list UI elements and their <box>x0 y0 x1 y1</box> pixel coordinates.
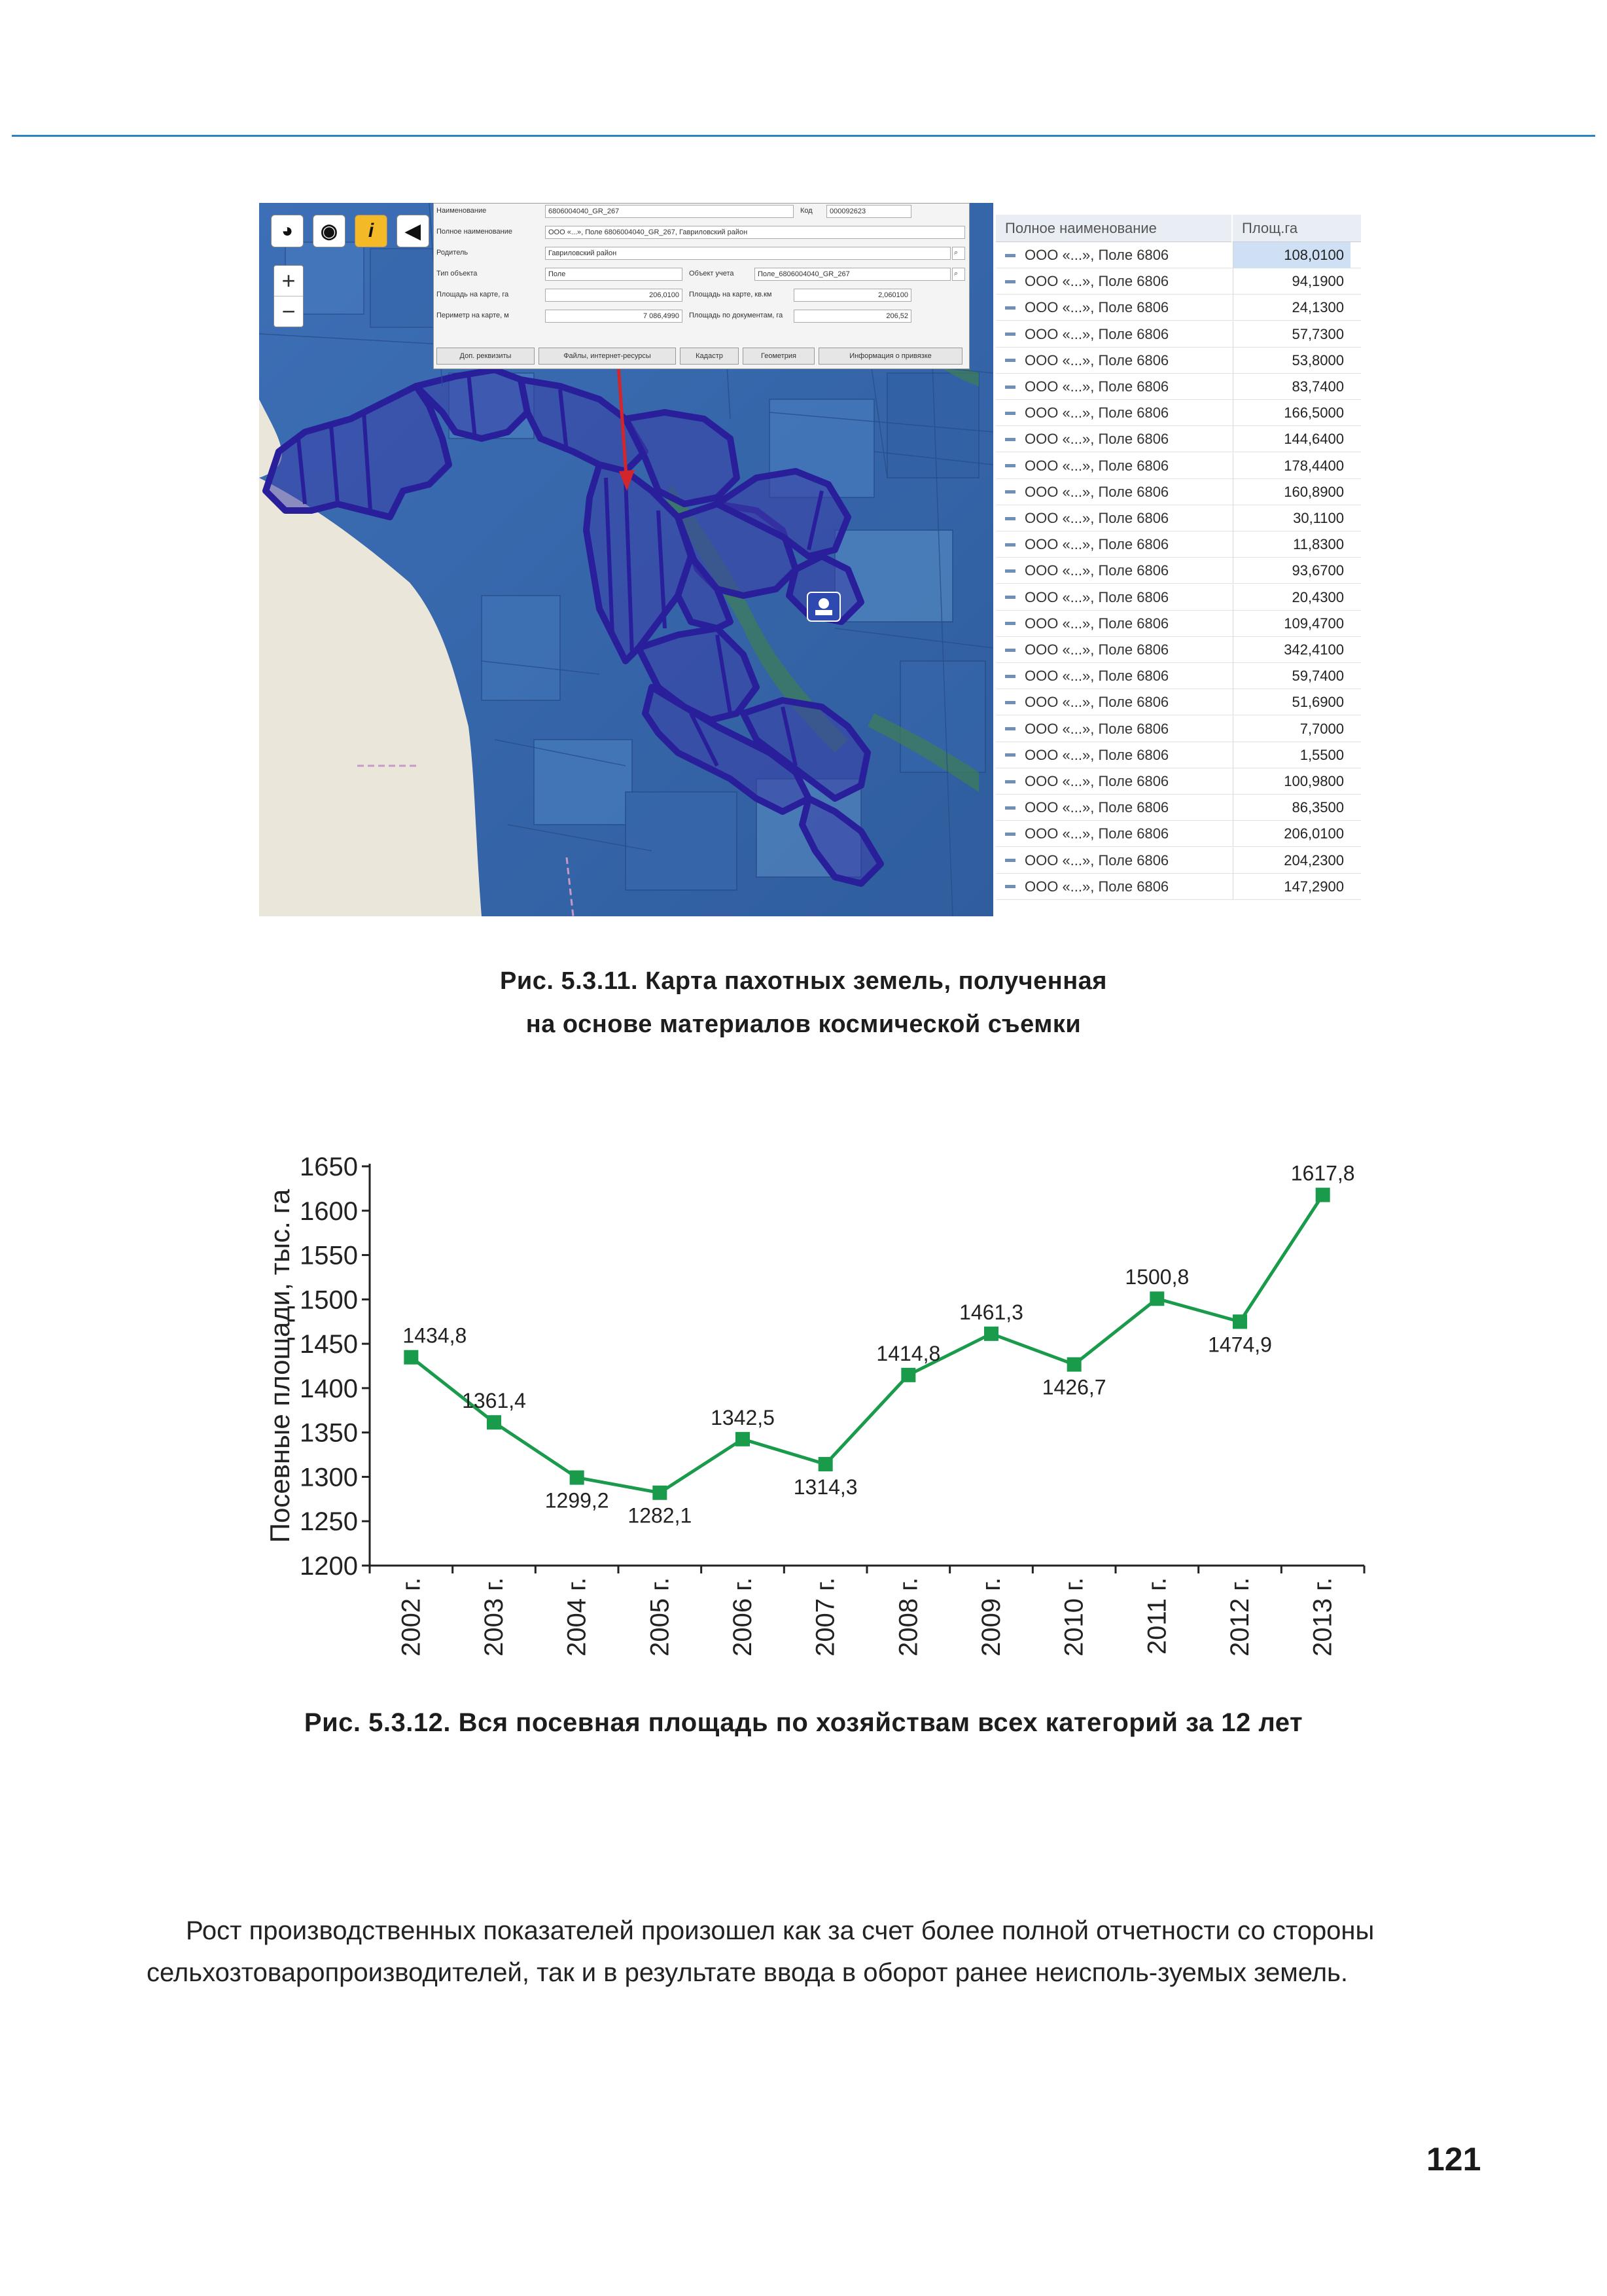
data-label: 1342,5 <box>711 1405 775 1429</box>
table-row[interactable] <box>996 848 1361 874</box>
row-name-text: ООО «...», Поле 6806 <box>1025 404 1169 422</box>
zoom-control <box>274 265 304 327</box>
form-row-type <box>434 266 969 282</box>
table-row[interactable] <box>996 584 1361 611</box>
row-name <box>996 453 1231 479</box>
zoom-in-button[interactable]: + <box>274 266 303 296</box>
row-name-text: ООО «...», Поле 6806 <box>1025 588 1169 605</box>
data-point <box>819 1457 833 1471</box>
header-rule <box>12 135 1595 137</box>
row-area: 206,0100 <box>1233 821 1351 847</box>
table-row[interactable] <box>996 768 1361 795</box>
table-row[interactable] <box>996 663 1361 689</box>
data-point <box>901 1368 915 1382</box>
form-row-fullname <box>434 224 969 240</box>
figure-map <box>259 203 1361 916</box>
table-row[interactable] <box>996 321 1361 348</box>
row-marker-icon <box>1005 332 1015 336</box>
row-area: 342,4100 <box>1233 637 1351 663</box>
row-area: 178,4400 <box>1233 453 1351 479</box>
table-row[interactable] <box>996 716 1361 742</box>
form-label: Полное наименование <box>436 228 512 236</box>
tab-files[interactable]: Файлы, интернет-ресурсы <box>539 348 676 365</box>
row-area: 166,5000 <box>1233 400 1351 426</box>
row-marker-icon <box>1005 569 1015 573</box>
form-label: Объект учета <box>689 270 734 278</box>
row-area: 1,5500 <box>1233 742 1351 768</box>
table-row[interactable] <box>996 611 1361 637</box>
row-area: 83,7400 <box>1233 374 1351 400</box>
column-header-name[interactable]: Полное наименование <box>996 215 1231 242</box>
search-icon[interactable]: ⌕ <box>952 268 965 281</box>
row-marker-icon <box>1005 675 1015 678</box>
row-name-text: ООО «...», Поле 6806 <box>1025 746 1169 763</box>
info-icon[interactable]: i <box>355 215 387 247</box>
row-marker-icon <box>1005 464 1015 467</box>
search-icon[interactable]: ⌕ <box>952 247 965 260</box>
row-name-text: ООО «...», Поле 6806 <box>1025 273 1169 290</box>
x-tick-label: 2007 г. <box>811 1577 840 1657</box>
data-point <box>1067 1357 1082 1372</box>
row-area: 57,7300 <box>1233 321 1351 348</box>
form-label: Код <box>800 207 813 215</box>
code-field[interactable]: 000092623 <box>826 205 911 218</box>
row-name-text: ООО «...», Поле 6806 <box>1025 510 1169 526</box>
row-marker-icon <box>1005 753 1015 757</box>
form-label: Площадь на карте, га <box>436 291 509 298</box>
table-row[interactable] <box>996 742 1361 768</box>
figure-1-caption-line-1: Рис. 5.3.11. Карта пахотных земель, полученная <box>500 967 1107 995</box>
row-name <box>996 242 1231 268</box>
table-row[interactable] <box>996 426 1361 452</box>
zoom-out-button[interactable]: − <box>281 298 296 325</box>
row-area: 108,0100 <box>1233 242 1351 268</box>
x-tick-label: 2011 г. <box>1142 1577 1172 1655</box>
table-row[interactable] <box>996 689 1361 715</box>
target-icon[interactable]: ◉ <box>313 215 345 247</box>
row-area: 204,2300 <box>1233 848 1351 874</box>
object-properties-form <box>433 203 970 369</box>
row-marker-icon <box>1005 701 1015 704</box>
row-marker-icon <box>1005 386 1015 389</box>
row-name-text: ООО «...», Поле 6806 <box>1025 615 1169 632</box>
data-label: 1500,8 <box>1125 1265 1190 1289</box>
row-name-text: ООО «...», Поле 6806 <box>1025 457 1169 474</box>
table-row[interactable] <box>996 874 1361 900</box>
row-name <box>996 848 1231 874</box>
data-label: 1361,4 <box>462 1389 526 1413</box>
row-name <box>996 637 1231 663</box>
data-label: 1426,7 <box>1042 1375 1106 1399</box>
table-row[interactable] <box>996 558 1361 584</box>
data-point <box>984 1327 998 1341</box>
globe-icon[interactable]: ◕ <box>271 215 304 247</box>
row-marker-icon <box>1005 622 1015 625</box>
y-tick-label: 1350 <box>300 1418 358 1448</box>
map-area-km-field[interactable]: 2,060100 <box>794 289 911 302</box>
series-line <box>411 1195 1322 1493</box>
form-row-parent <box>434 245 969 261</box>
row-area: 53,8000 <box>1233 348 1351 374</box>
data-label: 1434,8 <box>402 1323 467 1348</box>
row-name <box>996 426 1231 452</box>
row-name-text: ООО «...», Поле 6806 <box>1025 641 1169 658</box>
form-label: Тип объекта <box>436 270 478 278</box>
row-name-text: ООО «...», Поле 6806 <box>1025 247 1169 263</box>
table-row[interactable] <box>996 295 1361 321</box>
table-row[interactable] <box>996 400 1361 426</box>
row-area: 109,4700 <box>1233 611 1351 637</box>
row-name-text: ООО «...», Поле 6806 <box>1025 694 1169 711</box>
row-name <box>996 558 1231 584</box>
table-row[interactable] <box>996 637 1361 663</box>
data-label: 1414,8 <box>876 1341 941 1365</box>
row-name-text: ООО «...», Поле 6806 <box>1025 720 1169 737</box>
tab-geometry[interactable]: Геометрия <box>743 348 815 365</box>
figure-1-caption-line-2: на основе материалов космической съемки <box>525 1011 1082 1038</box>
row-name-text: ООО «...», Поле 6806 <box>1025 668 1169 685</box>
row-marker-icon <box>1005 543 1015 547</box>
data-point <box>652 1486 667 1500</box>
accounting-object-field[interactable]: Поле_6806004040_GR_267 <box>754 268 951 281</box>
y-tick-label: 1300 <box>300 1463 358 1492</box>
sown-area-chart <box>262 1126 1374 1702</box>
satellite-map[interactable] <box>259 203 993 916</box>
document-area-field[interactable]: 206,52 <box>794 310 911 323</box>
row-name-text: ООО «...», Поле 6806 <box>1025 378 1169 395</box>
form-label: Площадь по документам, га <box>689 312 783 319</box>
row-name-text: ООО «...», Поле 6806 <box>1025 878 1169 895</box>
row-marker-icon <box>1005 280 1015 283</box>
data-point <box>1233 1314 1247 1329</box>
row-name <box>996 295 1231 321</box>
row-marker-icon <box>1005 806 1015 810</box>
row-name <box>996 742 1231 768</box>
parent-field[interactable]: Гавриловский район <box>545 247 951 260</box>
column-header-area[interactable]: Площ.га <box>1233 215 1361 242</box>
row-area: 24,1300 <box>1233 295 1351 321</box>
tab-cadastre[interactable]: Кадастр <box>680 348 739 365</box>
row-name-text: ООО «...», Поле 6806 <box>1025 852 1169 869</box>
y-tick-label: 1500 <box>300 1285 358 1315</box>
fields-table <box>996 215 1361 902</box>
row-area: 51,6900 <box>1233 689 1351 715</box>
data-point <box>404 1350 418 1365</box>
x-tick-label: 2005 г. <box>645 1577 675 1657</box>
y-tick-label: 1200 <box>300 1552 358 1581</box>
row-name <box>996 268 1231 295</box>
form-row-area <box>434 287 969 303</box>
row-name <box>996 400 1231 426</box>
row-marker-icon <box>1005 833 1015 836</box>
x-tick-label: 2012 г. <box>1226 1577 1254 1657</box>
row-marker-icon <box>1005 254 1015 257</box>
row-name <box>996 663 1231 689</box>
x-tick-label: 2009 г. <box>977 1577 1006 1657</box>
data-label: 1299,2 <box>544 1488 609 1513</box>
form-label: Родитель <box>436 249 468 257</box>
row-name <box>996 321 1231 348</box>
row-name <box>996 795 1231 821</box>
x-tick-label: 2004 г. <box>562 1577 592 1657</box>
row-name <box>996 689 1231 715</box>
row-area: 7,7000 <box>1233 716 1351 742</box>
row-name <box>996 716 1231 742</box>
row-marker-icon <box>1005 490 1015 493</box>
x-tick-label: 2003 г. <box>480 1577 508 1657</box>
row-name-text: ООО «...», Поле 6806 <box>1025 325 1169 342</box>
row-marker-icon <box>1005 649 1015 652</box>
tab-extra-props[interactable]: Доп. реквизиты <box>436 348 535 365</box>
row-area: 11,8300 <box>1233 531 1351 558</box>
table-row[interactable] <box>996 453 1361 479</box>
table-row[interactable] <box>996 795 1361 821</box>
row-name <box>996 611 1231 637</box>
row-name <box>996 584 1231 611</box>
row-name <box>996 531 1231 558</box>
y-tick-label: 1250 <box>300 1507 358 1537</box>
figure-2-caption: Рис. 5.3.12. Вся посевная площадь по хозяйствам всех категорий за 12 лет <box>304 1708 1303 1737</box>
row-name <box>996 768 1231 795</box>
row-name-text: ООО «...», Поле 6806 <box>1025 299 1169 316</box>
data-label: 1314,3 <box>793 1475 858 1499</box>
row-name-text: ООО «...», Поле 6806 <box>1025 773 1169 789</box>
form-label: Периметр на карте, м <box>436 312 509 319</box>
y-tick-label: 1650 <box>300 1153 358 1181</box>
row-area: 86,3500 <box>1233 795 1351 821</box>
row-marker-icon <box>1005 885 1015 888</box>
row-marker-icon <box>1005 780 1015 783</box>
row-name <box>996 348 1231 374</box>
y-axis-title: Посевные площади, тыс. га <box>264 1189 295 1543</box>
row-name-text: ООО «...», Поле 6806 <box>1025 799 1169 816</box>
table-row[interactable] <box>996 374 1361 400</box>
row-area: 94,1900 <box>1233 268 1351 295</box>
y-tick-label: 1600 <box>300 1196 358 1226</box>
row-name <box>996 821 1231 847</box>
row-name-text: ООО «...», Поле 6806 <box>1025 825 1169 842</box>
row-area: 144,6400 <box>1233 426 1351 452</box>
object-type-field[interactable]: Поле <box>545 268 682 281</box>
y-tick-label: 1400 <box>300 1374 358 1403</box>
table-row[interactable] <box>996 242 1361 268</box>
map-area-field[interactable]: 206,0100 <box>545 289 682 302</box>
row-marker-icon <box>1005 438 1015 441</box>
form-label: Наименование <box>436 207 487 215</box>
row-marker-icon <box>1005 727 1015 730</box>
row-name-text: ООО «...», Поле 6806 <box>1025 562 1169 579</box>
row-marker-icon <box>1005 412 1015 415</box>
full-name-field[interactable]: ООО «...», Поле 6806004040_GR_267, Гавриловский район <box>545 226 965 239</box>
table-row[interactable] <box>996 268 1361 295</box>
row-marker-icon <box>1005 859 1015 862</box>
row-name-text: ООО «...», Поле 6806 <box>1025 351 1169 368</box>
row-marker-icon <box>1005 359 1015 362</box>
form-label: Площадь на карте, кв.км <box>689 291 772 298</box>
y-tick-label: 1450 <box>300 1330 358 1359</box>
x-tick-label: 2013 г. <box>1308 1577 1337 1657</box>
x-tick-label: 2002 г. <box>397 1577 426 1657</box>
table-row[interactable] <box>996 348 1361 374</box>
row-marker-icon <box>1005 517 1015 520</box>
table-row[interactable] <box>996 531 1361 558</box>
row-area: 20,4300 <box>1233 584 1351 611</box>
row-area: 100,9800 <box>1233 768 1351 795</box>
row-area: 147,2900 <box>1233 874 1351 900</box>
data-label: 1282,1 <box>627 1503 692 1528</box>
table-row[interactable] <box>996 479 1361 505</box>
row-name <box>996 874 1231 900</box>
form-row-perimeter <box>434 308 969 324</box>
x-tick-label: 2008 г. <box>894 1577 923 1657</box>
data-point <box>1316 1188 1330 1202</box>
row-name <box>996 505 1231 531</box>
x-tick-label: 2006 г. <box>728 1577 757 1657</box>
x-tick-label: 2010 г. <box>1059 1577 1089 1657</box>
data-point <box>570 1471 584 1485</box>
data-point <box>487 1415 501 1429</box>
form-row-name <box>434 204 969 219</box>
row-area: 160,8900 <box>1233 479 1351 505</box>
row-name-text: ООО «...», Поле 6806 <box>1025 536 1169 553</box>
table-row[interactable] <box>996 505 1361 531</box>
table-row[interactable] <box>996 821 1361 847</box>
collapse-panel-icon[interactable]: ◀ <box>397 215 429 247</box>
row-marker-icon <box>1005 306 1015 310</box>
body-paragraph: Рост производственных показателей произошел как за счет более полной отчетности со стороны сельхозтоваропроизводителей, так и в результате ввода в оборот ранее неисполь-зуемых земель. <box>147 1916 1375 1987</box>
page-number: 121 <box>1426 2141 1481 2178</box>
data-point <box>1150 1291 1164 1306</box>
row-name <box>996 374 1231 400</box>
row-area: 59,7400 <box>1233 663 1351 689</box>
perimeter-field[interactable]: 7 086,4990 <box>545 310 682 323</box>
row-name-text: ООО «...», Поле 6806 <box>1025 483 1169 500</box>
name-field[interactable]: 6806004040_GR_267 <box>545 205 794 218</box>
row-name <box>996 479 1231 505</box>
data-point <box>735 1432 750 1446</box>
tab-binding-info[interactable]: Информация о привязке <box>819 348 962 365</box>
data-label: 1474,9 <box>1208 1333 1272 1357</box>
row-marker-icon <box>1005 596 1015 599</box>
data-label: 1461,3 <box>959 1300 1023 1324</box>
row-area: 30,1100 <box>1233 505 1351 531</box>
data-label: 1617,8 <box>1290 1161 1355 1185</box>
y-tick-label: 1550 <box>300 1241 358 1270</box>
row-name-text: ООО «...», Поле 6806 <box>1025 431 1169 448</box>
row-area: 93,6700 <box>1233 558 1351 584</box>
